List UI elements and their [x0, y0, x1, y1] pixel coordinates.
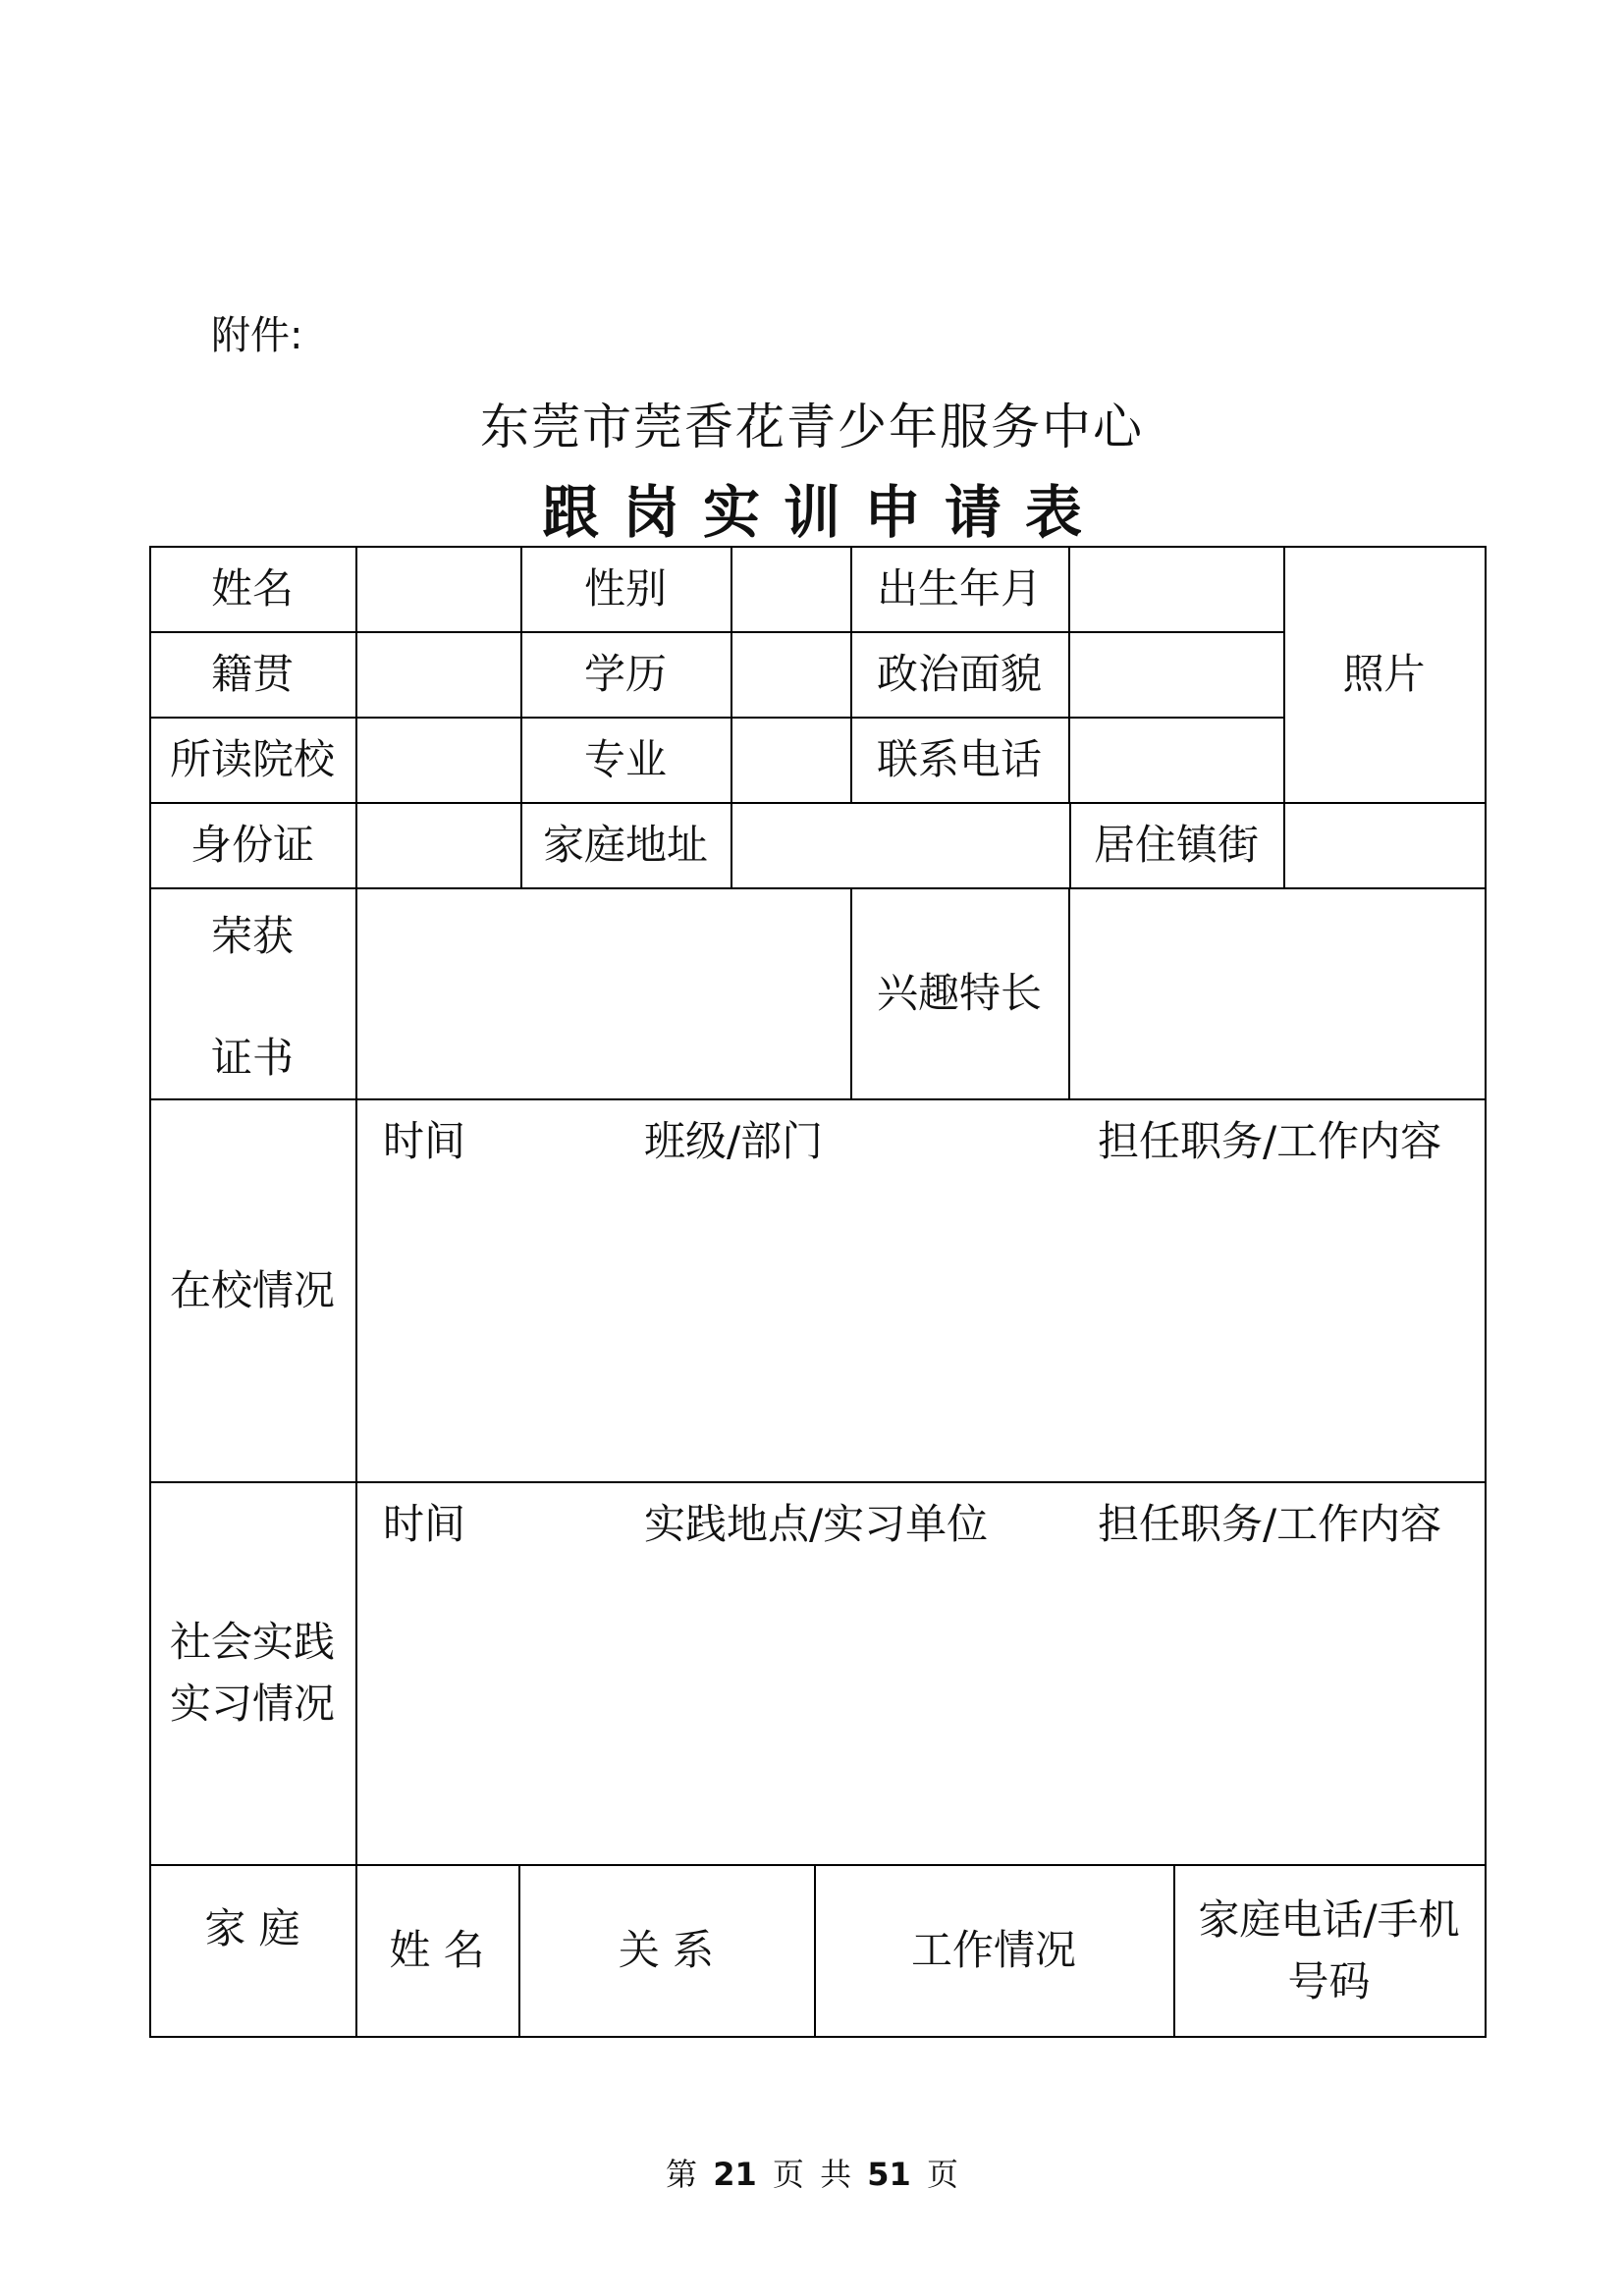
family-col-relation[interactable]: 关 系	[618, 1926, 715, 1974]
attachment-label: 附件:	[211, 313, 303, 358]
school-col-time-text: 时间	[383, 1116, 466, 1165]
form-title: 跟岗实训申请表	[541, 479, 1106, 546]
home-address-label: 家庭地址	[542, 821, 708, 869]
family-phone-line2: 号码	[1287, 1956, 1371, 2005]
name-label: 姓名	[210, 564, 294, 613]
organization-name: 东莞市莞香花青少年服务中心	[480, 399, 1144, 455]
school-col-class: 班级/部门	[644, 1116, 824, 1165]
gender-input-cell[interactable]	[732, 548, 850, 631]
footer-page-total: 51	[867, 2156, 911, 2193]
phone-label: 联系电话	[876, 735, 1042, 783]
birth-input-cell[interactable]	[1070, 548, 1283, 631]
honor-label-line1: 荣获	[210, 912, 294, 960]
residence-street-input-cell[interactable]	[1285, 804, 1485, 887]
application-form-table	[149, 546, 1485, 2038]
photo-cell[interactable]: 照片	[1342, 650, 1426, 698]
family-col-work[interactable]: 工作情况	[910, 1926, 1076, 1974]
footer-page-current: 21	[713, 2156, 757, 2193]
residence-street-label: 居住镇街	[1093, 821, 1259, 869]
honor-certificate-label	[149, 887, 355, 1098]
family-phone-line1: 家庭电话/手机	[1198, 1895, 1460, 1944]
practice-label-line2: 实习情况	[169, 1680, 335, 1728]
practice-label-line1: 社会实践	[169, 1618, 335, 1666]
native-place-input-cell[interactable]	[357, 633, 520, 717]
birth-label: 出生年月	[876, 564, 1042, 613]
footer-suffix: 页	[926, 2156, 958, 2193]
major-input-cell[interactable]	[732, 719, 850, 802]
footer-prefix: 第	[666, 2156, 698, 2193]
practice-col-duty: 担任职务/工作内容	[1098, 1499, 1442, 1548]
name-input-cell[interactable]	[357, 548, 520, 631]
school-input-cell[interactable]	[357, 719, 520, 802]
table-border-bottom	[149, 2036, 1487, 2038]
school-col-duty: 担任职务/工作内容	[1098, 1116, 1442, 1165]
table-border-right	[1485, 546, 1487, 2038]
honor-label-line2: 证书	[210, 1034, 294, 1082]
phone-input-cell[interactable]	[1070, 719, 1283, 802]
family-col-name[interactable]: 姓 名	[389, 1926, 485, 1974]
page-footer	[0, 2150, 1624, 2195]
practice-col-time: 时间	[383, 1499, 466, 1548]
education-input-cell[interactable]	[732, 633, 850, 717]
political-status-input-cell[interactable]	[1070, 633, 1283, 717]
family-col-phone[interactable]	[1173, 1864, 1485, 2036]
home-address-input-cell[interactable]	[732, 804, 1069, 887]
practice-col-place: 实践地点/实习单位	[644, 1499, 989, 1548]
native-place-label: 籍贯	[210, 650, 294, 698]
gender-label: 性别	[583, 564, 667, 613]
id-card-input-cell[interactable]	[357, 804, 520, 887]
honor-certificate-input-cell[interactable]	[357, 889, 850, 1098]
footer-middle: 页 共	[772, 2156, 852, 2193]
hobby-label: 兴趣特长	[876, 969, 1042, 1017]
id-card-label: 身份证	[189, 821, 314, 869]
school-label: 所读院校	[169, 735, 335, 783]
school-situation-label: 在校情况	[169, 1265, 335, 1314]
education-label: 学历	[583, 650, 667, 698]
major-label: 专业	[583, 735, 667, 783]
political-status-label: 政治面貌	[876, 650, 1042, 698]
family-label: 家 庭	[204, 1903, 300, 1952]
practice-situation-label	[149, 1481, 355, 1864]
hobby-input-cell[interactable]	[1070, 889, 1485, 1098]
